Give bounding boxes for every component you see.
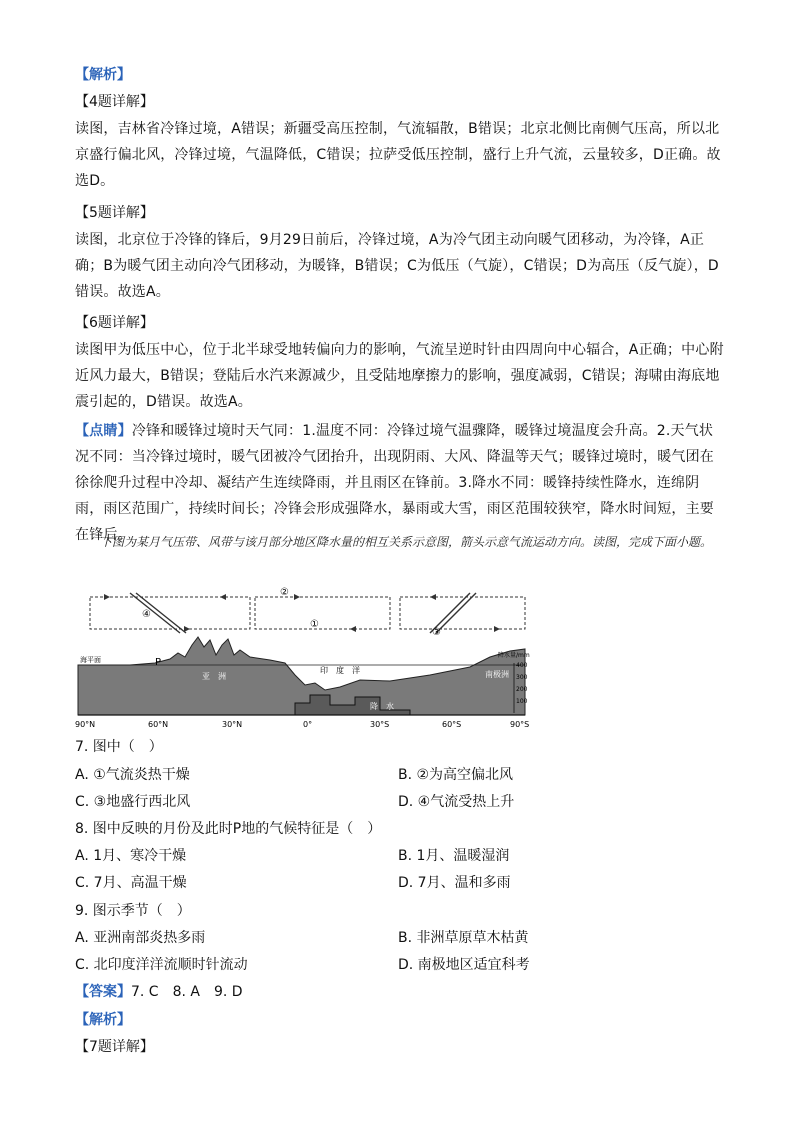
answer-label: 答案 bbox=[89, 984, 117, 1000]
rain-tick-400: 400 bbox=[516, 662, 528, 669]
q5-explanation: 读图，北京位于冷锋的锋后，9月29日前后，冷锋过境，A为冷气团主动向暖气团移动，为冷锋，A正确；B为暖气团主动向冷气团移动，为暖锋，B错误；C为低压（气旋），C错误；D为高压（反气旋），D错误。故选A。 bbox=[75, 232, 719, 300]
q8-option-d: D. 7月、温和多雨 bbox=[398, 875, 511, 891]
lat-90n: 90°N bbox=[75, 720, 96, 729]
q8-stem: 8. 图中反映的月份及此时P地的气候特征是（ ） bbox=[75, 821, 382, 837]
label-4: ④ bbox=[142, 609, 151, 620]
rain-tick-100: 100 bbox=[516, 698, 528, 705]
q9-option-c: C. 北印度洋洋流顺时针流动 bbox=[75, 957, 248, 973]
q4-header: 【4题详解】 bbox=[75, 94, 154, 110]
rainfall-label: 降 水 bbox=[370, 702, 394, 711]
circulation-cells bbox=[90, 593, 525, 633]
q9-stem: 9. 图示季节（ ） bbox=[75, 903, 191, 919]
bracket-left: 【 bbox=[75, 67, 89, 83]
q9-option-a: A. 亚洲南部炎热多雨 bbox=[75, 930, 206, 946]
q7-option-b: B. ②为高空偏北风 bbox=[398, 767, 514, 783]
q7-stem: 7. 图中（ ） bbox=[75, 739, 163, 755]
antarctica-label: 南极洲 bbox=[485, 670, 509, 679]
label-1: ① bbox=[310, 619, 319, 630]
bracket-right: 】 bbox=[117, 67, 131, 83]
q7-option-c: C. ③地盛行西北风 bbox=[75, 794, 191, 810]
q9-option-b: B. 非洲草原草木枯黄 bbox=[398, 930, 529, 946]
tip-paragraph: 【点睛】冷锋和暖锋过境时天气同：1.温度不同：冷锋过境气温骤降，暖锋过境温度会升高。2.天气状况不同：当冷锋过境时，暖气团被冷气团抬升，出现阴雨、大风、降温等天气；暖锋过境时，暖气团在徐徐爬升过程中冷却、凝结产生连续降雨，并且雨区在锋前。3.降水不同：暖锋持续性降水，连绵阴雨，雨区范围广，持续时间长；冷锋会形成强降水，暴雨或大雪，雨区范围较狭窄，降水时间短，主要在锋后。 bbox=[75, 423, 714, 543]
pressure-belt-figure bbox=[70, 585, 540, 730]
q7-option-d: D. ④气流受热上升 bbox=[398, 794, 515, 810]
q6-header: 【6题详解】 bbox=[75, 315, 154, 331]
rain-tick-200: 200 bbox=[516, 686, 528, 693]
analysis-header bbox=[75, 65, 131, 85]
tip-text: 冷锋和暖锋过境时天气同：1.温度不同：冷锋过境气温骤降，暖锋过境温度会升高。2.天气状况不同：当冷锋过境时，暖气团被冷气团抬升，出现阴雨、大风、降温等天气；暖锋过境时，暖气团在徐徐爬升过程中冷却、凝结产生连续降雨，并且雨区在锋前。3.降水不同：暖锋持续性降水，连绵阴雨，雨区范围广，持续时间长；冷锋会形成强降水，暴雨或大雪，雨区范围较狭窄，降水时间短，主要在锋后。 bbox=[75, 423, 714, 543]
lat-60n: 60°N bbox=[148, 720, 169, 729]
q8-option-a: A. 1月、寒冷干燥 bbox=[75, 848, 187, 864]
q5-header-label: 5题详解 bbox=[89, 205, 140, 221]
q8-option-c: C. 7月、高温干燥 bbox=[75, 875, 187, 891]
rain-tick-300: 300 bbox=[516, 674, 528, 681]
analysis-label-2: 解析 bbox=[89, 1012, 117, 1028]
lat-60s: 60°S bbox=[442, 720, 462, 729]
q8-option-b: B. 1月、温暖湿润 bbox=[398, 848, 510, 864]
lat-0: 0° bbox=[303, 720, 313, 729]
rain-scale-title: 降水量/mm bbox=[498, 652, 530, 659]
q7-detail-header: 【7题详解】 bbox=[75, 1039, 154, 1055]
p-label: P bbox=[155, 657, 162, 668]
label-3: ③ bbox=[432, 627, 441, 638]
lat-30n: 30°N bbox=[222, 720, 243, 729]
analysis-header-2: 【解析】 bbox=[75, 1012, 131, 1028]
indian-ocean-label: 印 度 洋 bbox=[320, 666, 360, 675]
q4-header-label: 4题详解 bbox=[89, 94, 140, 110]
answer-line: 【答案】7. C 8. A 9. D bbox=[75, 984, 243, 1000]
q7-header-label: 7题详解 bbox=[89, 1039, 140, 1055]
sea-level-label: 海平面 bbox=[80, 656, 101, 664]
q9-option-d: D. 南极地区适宜科考 bbox=[398, 957, 530, 973]
lat-30s: 30°S bbox=[370, 720, 390, 729]
analysis-label: 解析 bbox=[89, 67, 117, 83]
q6-explanation: 读图甲为低压中心，位于北半球受地转偏向力的影响，气流呈逆时针由四周向中心辐合，A正确；中心附近风力最大，B错误；登陆后水汽来源减少，且受陆地摩擦力的影响，强度减弱，C错误；海啸由海底地震引起的，D错误。故选A。 bbox=[75, 342, 724, 410]
q7-option-a: A. ①气流炎热干燥 bbox=[75, 767, 190, 783]
intro-text: 下图为某月气压带、风带与该月部分地区降水量的相互关系示意图，箭头示意气流运动方向。读图，完成下面小题。 bbox=[100, 535, 713, 549]
answer-text: 7. C 8. A 9. D bbox=[131, 984, 243, 1000]
tip-label: 点睛 bbox=[89, 423, 118, 439]
lat-90s: 90°S bbox=[510, 720, 530, 729]
q4-explanation: 读图，吉林省冷锋过境，A错误；新疆受高压控制，气流辐散，B错误；北京北侧比南侧气压高，所以北京盛行偏北风，冷锋过境，气温降低，C错误；拉萨受低压控制，盛行上升气流，云量较多，D正确。故选D。 bbox=[75, 121, 721, 189]
label-2: ② bbox=[280, 587, 289, 598]
q5-header: 【5题详解】 bbox=[75, 205, 154, 221]
q6-header-label: 6题详解 bbox=[89, 315, 140, 331]
asia-label: 亚 洲 bbox=[202, 672, 226, 681]
